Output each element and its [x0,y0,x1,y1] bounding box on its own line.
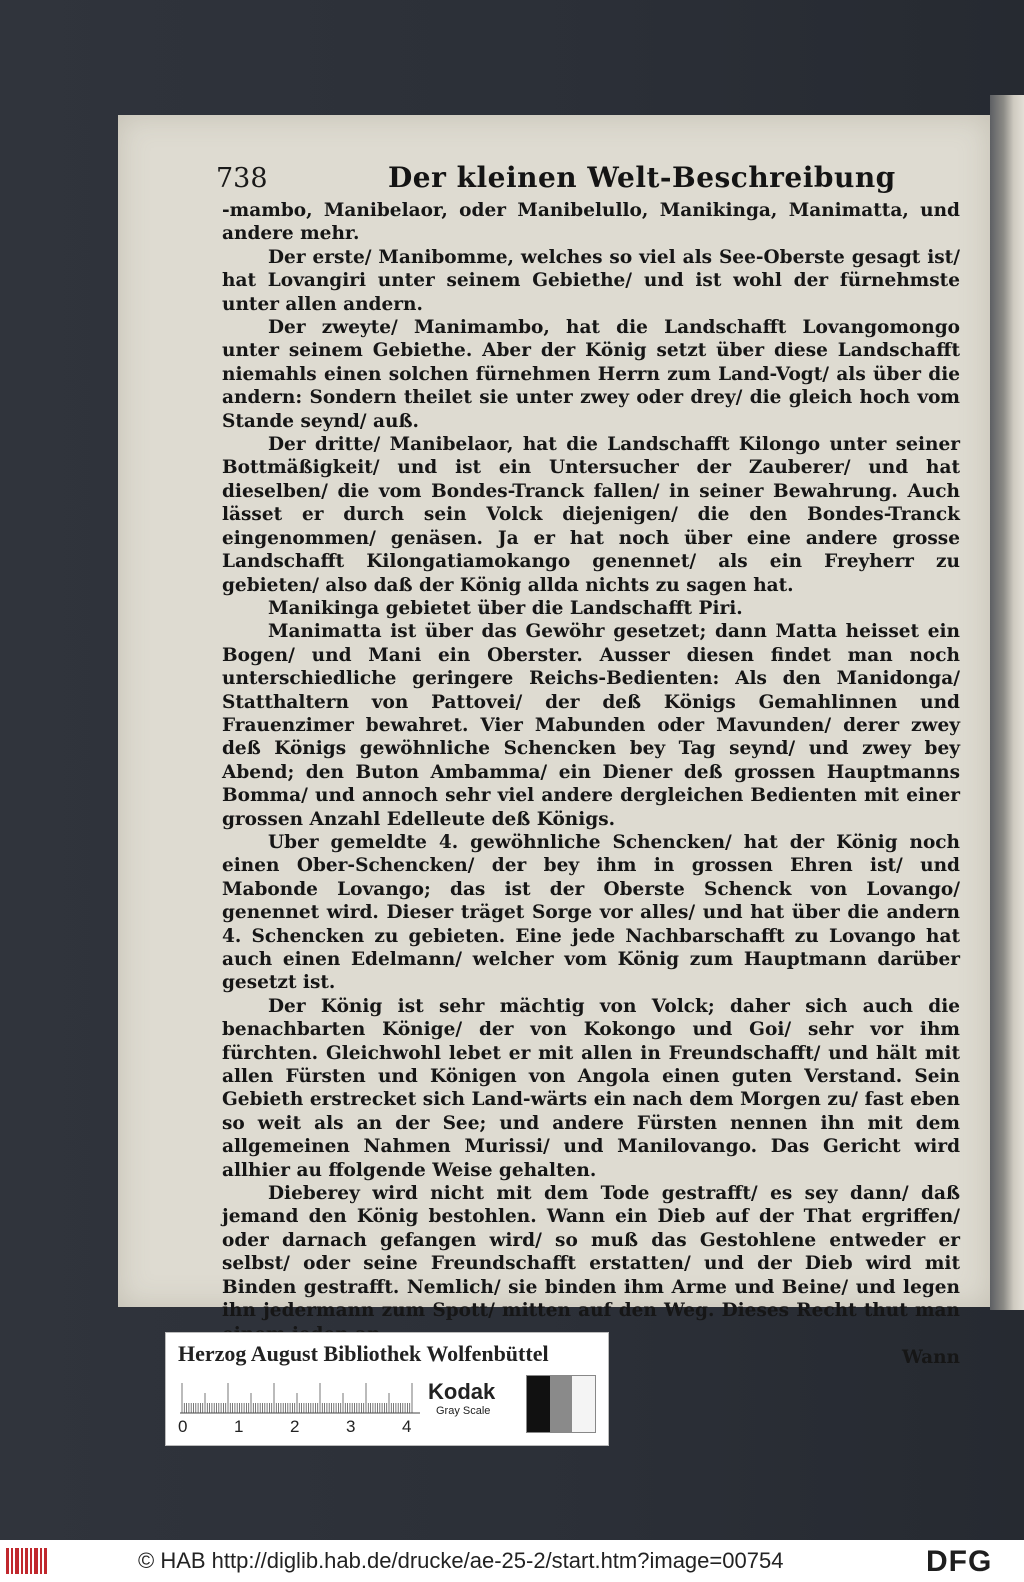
gray-patch [527,1376,550,1432]
footer-bar [0,1540,1024,1582]
ruler-label: 1 [234,1417,244,1436]
gray-scale-label: Gray Scale [436,1405,491,1417]
paragraph: -mambo, Manibelaor, oder Manibelullo, Manikinga, Manimatta, und andere mehr. [222,200,960,245]
adjacent-page-edge [990,95,1024,1310]
paragraph: Dieberey wird nicht mit dem Tode gestrafft/ es sey dann/ daß jemand den König bestohlen. Wann ein Dieb auf der That ergriffen/ oder darnach gefangen wird/ so muß das Gestohlene entweder er selbst/ oder seine Freundschafft erstatten/ und der Dieb wird mit Binden gestrafft. Nemlich/ sie binden ihm Arme und Beine/ und legen ihn jedermann zum Spott/ mitten auf den Weg. Dieses Recht thut man [222,1183,960,1322]
gray-patch [550,1376,573,1432]
paragraph: Der dritte/ Manibelaor, hat die Landschafft Kilongo unter seiner Bottmäßigkeit/ und ist ein Untersucher der Zauberer/ und hat dieselben/ die vom Bondes-Tranck fallen/ in seiner Bewahrung. Auch lässet er durch sein Volck diejenigen/ die den Bondes-Tranck eingenommen/ genäsen. Ja er hat noch über eine andere grosse Landschafft Kilongatiamokango genennet/ als ein Freyherr zu gebieten/ also daß der König allda nichts zu sagen hat. [222,434,960,596]
catchword: Wann [901,1346,960,1368]
dfg-logo: DFG [926,1545,993,1578]
hab-logo-icon [6,1548,48,1574]
running-head: Der kleinen Welt-Beschreibung [388,161,896,194]
paragraph: Der zweyte/ Manimambo, hat die Landschafft Lovangomongo unter seinem Gebiethe. Aber der König setzt über diese Landschafft niemahls einen solchen fürnehmen Herrn zum Land-Vogt/ als über die andern: Sondern theilet sie unter zwey oder drey/ die gleich hoch vom Stande seynd/ auß. [222,317,960,432]
body-text [222,199,960,1369]
ruler-label: 0 [178,1417,188,1436]
paragraph: Der erste/ Manibomme, welches so viel als See-Oberste gesagt ist/ hat Lovangiri unter seinem Gebiethe/ und ist wohl der fürnehmste unter allen andern. [222,246,960,315]
kodak-logo: Kodak [428,1379,496,1404]
gray-patches [526,1375,596,1433]
paragraph: Uber gemeldte 4. gewöhnliche Schencken/ hat der König noch einen Ober-Schencken/ der bey ihm in grossen Ehren ist/ und Mabonde Lovango; das ist der Oberste Schenck von Lovango/ genennet wird. Dieser träget Sorge vor alles/ und hat über die andern 4. Schencken zu gebieten. Eine jede Nachbarschafft zu Lovango hat auch einen Edelmann/ welcher vom König zum Hauptmann darüber gesetzt ist. [222,831,960,994]
color-calibration-card [165,1332,609,1446]
paragraph: Manimatta ist über das Gewöhr gesetzet; dann Matta heisset ein Bogen/ und Mani ein Oberster. Ausser diesen findet man noch unterschiedliche geringere Reichs-Bedienten: Als den Manidonga/ Statthaltern von Pattovei/ der deß Königs Gemahlinnen und Frauenzimer bewahret. Vier Mabunden oder Mavunden/ derer zwey deß Königs gewöhnliche Schencken bey Tag seynd/ und zwey bey Abend; den Buton Ambamma/ ein Diener deß grossen Hauptmanns Bomma/ und annoch sehr viel andere dergleichen Bedienten mit einer grossen Anzahl Edelleute deß Königs. [222,621,960,830]
paragraph: Der König ist sehr mächtig von Volck; daher sich auch die benachbarten Könige/ der von Kokongo und Goi/ sehr vor ihm fürchten. Gleichwohl lebet er mit allen in Freundschafft/ und hält mit allen Fürsten und Königen von Angola einen guten Verstand. Sein Gebieth erstrecket sich Land-wärts ein nach dem Morgen zu/ fast eben so weit als an der See; und andere Fürsten nennen ihn mit dem allgemeinen Nahmen Murissi/ und Manilovango. Das Gericht wird allhier au ffolgende Weise gehalten. [222,995,960,1181]
gray-patch [572,1376,595,1432]
ruler-scale [180,1381,420,1415]
ruler-label: 2 [290,1417,300,1436]
paragraph: Manikinga gebietet über die Landschafft Piri. [268,597,743,619]
copyright-link[interactable]: © HAB http://diglib.hab.de/drucke/ae-25-2/start.htm?image=00754 [138,1548,784,1573]
library-name: Herzog August Bibliothek Wolfenbüttel [178,1341,549,1366]
ruler-label: 3 [346,1417,356,1436]
page-number: 738 [216,163,268,194]
ruler-label: 4 [402,1417,412,1436]
